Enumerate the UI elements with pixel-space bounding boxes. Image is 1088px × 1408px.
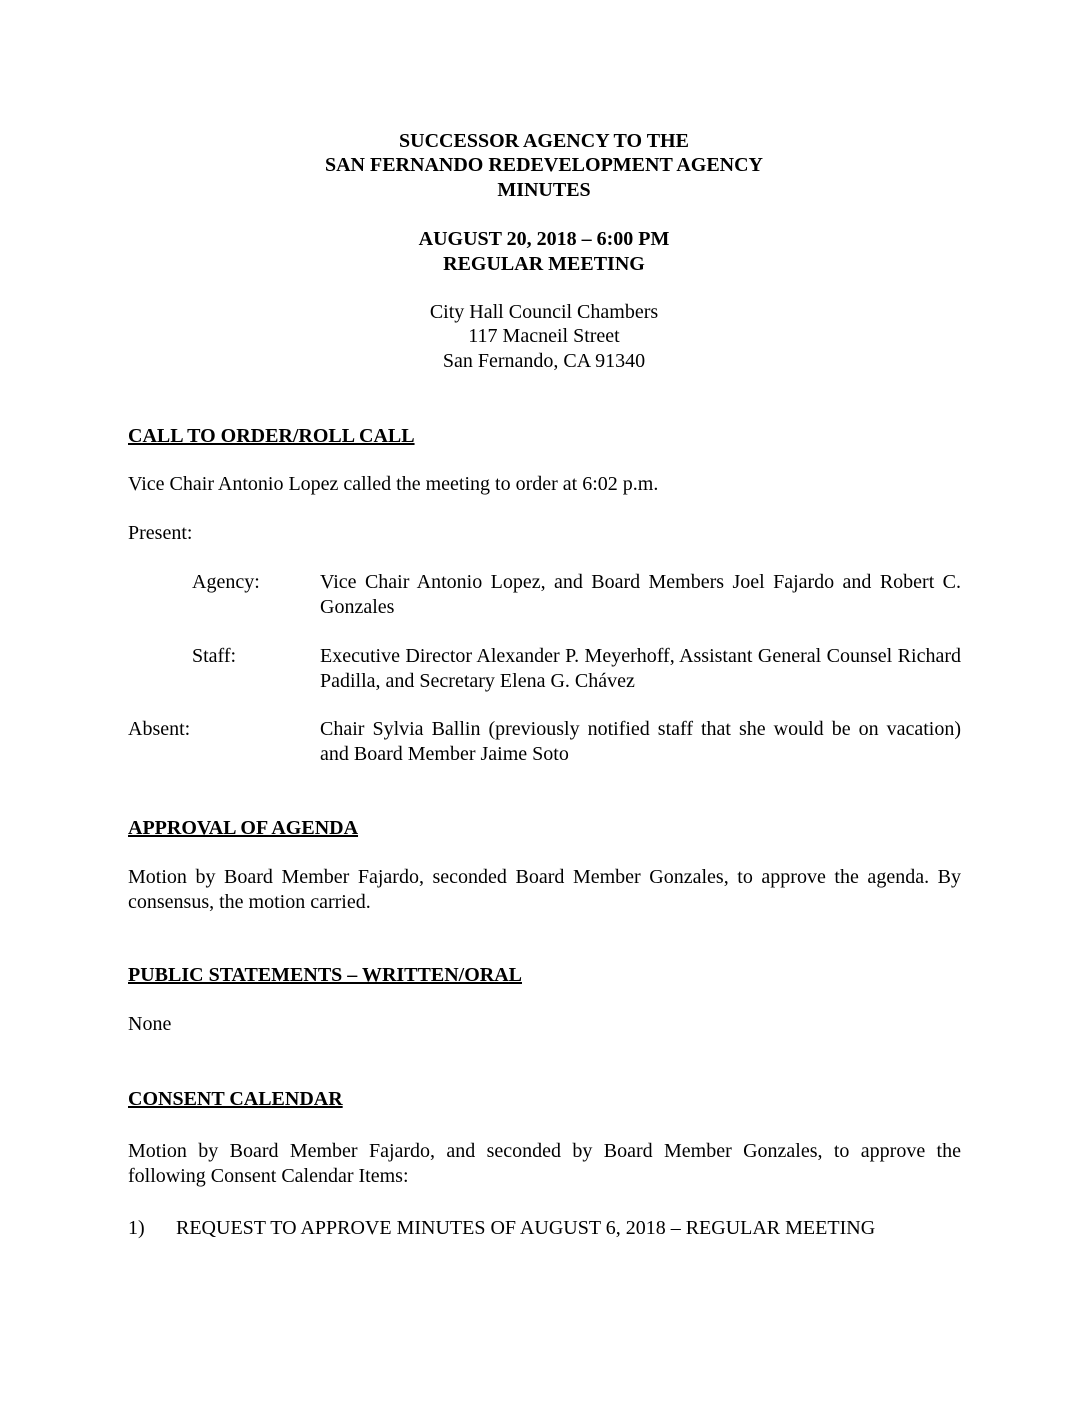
document-title: MINUTES [497, 179, 591, 201]
agency-title-line-2: SAN FERNANDO REDEVELOPMENT AGENCY [324, 154, 763, 176]
approval-of-agenda-heading: APPROVAL OF AGENDA [128, 817, 359, 839]
consent-item-text: REQUEST TO APPROVE MINUTES OF AUGUST 6, 2018 – REGULAR MEETING [176, 1217, 876, 1239]
consent-item-number: 1) [128, 1217, 145, 1239]
consent-calendar-heading: CONSENT CALENDAR [128, 1088, 343, 1110]
meeting-venue: City Hall Council Chambers [429, 301, 659, 323]
public-statements-heading: PUBLIC STATEMENTS – WRITTEN/ORAL [128, 964, 522, 986]
absent-members: Chair Sylvia Ballin (previously notified staff that she would be on vacation) and Board Member Jaime Soto [320, 718, 961, 765]
staff-label: Staff: [192, 645, 237, 667]
agency-members: Vice Chair Antonio Lopez, and Board Members Joel Fajardo and Robert C. Gonzales [320, 571, 961, 618]
meeting-date-time: AUGUST 20, 2018 – 6:00 PM [418, 228, 670, 250]
approval-of-agenda-text: Motion by Board Member Fajardo, seconded Board Member Gonzales, to approve the agenda. By consensus, the motion carried. [128, 866, 961, 913]
absent-label: Absent: [128, 718, 191, 740]
staff-members: Executive Director Alexander P. Meyerhoff, Assistant General Counsel Richard Padilla, and Secretary Elena G. Chávez [320, 645, 961, 692]
agency-label: Agency: [192, 571, 260, 593]
public-statements-text: None [128, 1013, 172, 1035]
present-label: Present: [128, 522, 193, 544]
agency-title-line-1: SUCCESSOR AGENCY TO THE [399, 130, 689, 152]
call-to-order-heading: CALL TO ORDER/ROLL CALL [128, 425, 415, 447]
consent-calendar-text: Motion by Board Member Fajardo, and seconded by Board Member Gonzales, to approve the following Consent Calendar Items: [128, 1140, 961, 1187]
meeting-type: REGULAR MEETING [443, 253, 645, 275]
meeting-street: 117 Macneil Street [468, 325, 620, 347]
meeting-city: San Fernando, CA 91340 [442, 350, 646, 372]
call-to-order-text: Vice Chair Antonio Lopez called the meeting to order at 6:02 p.m. [128, 473, 659, 495]
